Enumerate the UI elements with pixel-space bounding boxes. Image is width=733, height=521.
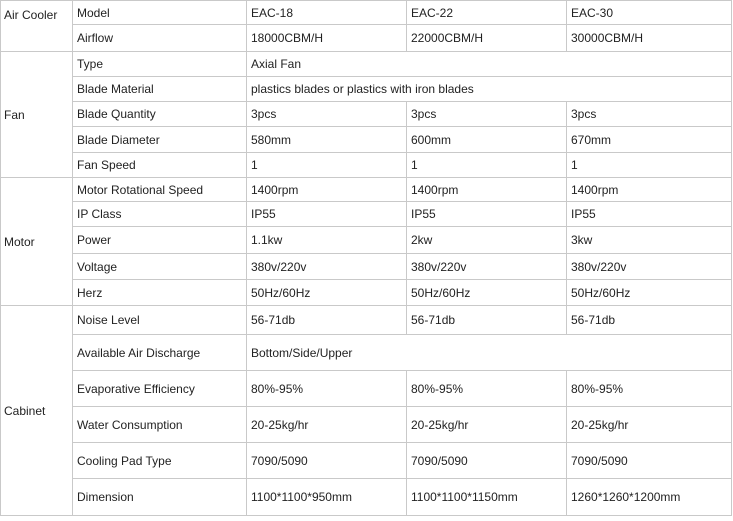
cell-water-consumption-eac22: 20-25kg/hr [407,407,567,443]
row-label-water-consumption: Water Consumption [73,407,247,443]
table-row [1,202,732,227]
cell-cooling-pad-eac22: 7090/5090 [407,443,567,479]
row-label-noise-level: Noise Level [73,306,247,335]
cell-noise-level-eac30: 56-71db [567,306,732,335]
cell-evap-efficiency-eac22: 80%-95% [407,371,567,407]
cell-model-eac22: EAC-22 [407,1,567,25]
group-fan: Fan [1,52,73,178]
cell-blade-material: plastics blades or plastics with iron blades [247,77,732,102]
cell-herz-eac18: 50Hz/60Hz [247,280,407,306]
cell-blade-quantity-eac18: 3pcs [247,102,407,127]
cell-type: Axial Fan [247,52,732,77]
row-label-cooling-pad: Cooling Pad Type [73,443,247,479]
row-label-motor-speed: Motor Rotational Speed [73,178,247,202]
cell-blade-quantity-eac30: 3pcs [567,102,732,127]
cell-fan-speed-eac18: 1 [247,153,407,178]
cell-evap-efficiency-eac30: 80%-95% [567,371,732,407]
cell-water-consumption-eac18: 20-25kg/hr [247,407,407,443]
row-label-blade-quantity: Blade Quantity [73,102,247,127]
cell-model-eac30: EAC-30 [567,1,732,25]
cell-power-eac22: 2kw [407,227,567,254]
cell-ip-class-eac18: IP55 [247,202,407,227]
cell-cooling-pad-eac18: 7090/5090 [247,443,407,479]
cell-fan-speed-eac22: 1 [407,153,567,178]
cell-ip-class-eac30: IP55 [567,202,732,227]
cell-blade-quantity-eac22: 3pcs [407,102,567,127]
group-motor: Motor [1,178,73,306]
table-row [1,52,732,77]
row-label-dimension: Dimension [73,479,247,516]
row-label-airflow: Airflow [73,25,247,52]
cell-blade-diameter-eac30: 670mm [567,127,732,153]
cell-power-eac30: 3kw [567,227,732,254]
table-row [1,335,732,371]
table-row [1,102,732,127]
cell-water-consumption-eac30: 20-25kg/hr [567,407,732,443]
group-cabinet: Cabinet [1,306,73,516]
table-row [1,254,732,280]
table-row [1,306,732,335]
cell-motor-speed-eac30: 1400rpm [567,178,732,202]
cell-airflow-eac30: 30000CBM/H [567,25,732,52]
cell-noise-level-eac22: 56-71db [407,306,567,335]
table-row [1,127,732,153]
row-label-blade-material: Blade Material [73,77,247,102]
cell-ip-class-eac22: IP55 [407,202,567,227]
row-label-air-discharge: Available Air Discharge [73,335,247,371]
table-row [1,479,732,516]
cell-blade-diameter-eac22: 600mm [407,127,567,153]
cell-airflow-eac22: 22000CBM/H [407,25,567,52]
row-label-herz: Herz [73,280,247,306]
table-row [1,371,732,407]
table-row [1,227,732,254]
row-label-evap-efficiency: Evaporative Efficiency [73,371,247,407]
cell-dimension-eac18: 1100*1100*950mm [247,479,407,516]
cell-herz-eac30: 50Hz/60Hz [567,280,732,306]
cell-noise-level-eac18: 56-71db [247,306,407,335]
cell-dimension-eac30: 1260*1260*1200mm [567,479,732,516]
cell-cooling-pad-eac30: 7090/5090 [567,443,732,479]
cell-airflow-eac18: 18000CBM/H [247,25,407,52]
cell-motor-speed-eac18: 1400rpm [247,178,407,202]
cell-dimension-eac22: 1100*1100*1150mm [407,479,567,516]
cell-voltage-eac18: 380v/220v [247,254,407,280]
table-row [1,407,732,443]
table-row [1,443,732,479]
cell-air-discharge: Bottom/Side/Upper [247,335,732,371]
table-row [1,25,732,52]
cell-voltage-eac22: 380v/220v [407,254,567,280]
row-label-ip-class: IP Class [73,202,247,227]
cell-fan-speed-eac30: 1 [567,153,732,178]
group-air-cooler: Air Cooler [1,1,73,52]
row-label-voltage: Voltage [73,254,247,280]
table-row [1,178,732,202]
table-row [1,1,732,25]
cell-blade-diameter-eac18: 580mm [247,127,407,153]
cell-voltage-eac30: 380v/220v [567,254,732,280]
row-label-model: Model [73,1,247,25]
cell-motor-speed-eac22: 1400rpm [407,178,567,202]
cell-evap-efficiency-eac18: 80%-95% [247,371,407,407]
cell-model-eac18: EAC-18 [247,1,407,25]
cell-herz-eac22: 50Hz/60Hz [407,280,567,306]
row-label-type: Type [73,52,247,77]
row-label-power: Power [73,227,247,254]
row-label-fan-speed: Fan Speed [73,153,247,178]
table-row [1,280,732,306]
table-row [1,153,732,178]
table-row [1,77,732,102]
row-label-blade-diameter: Blade Diameter [73,127,247,153]
cell-power-eac18: 1.1kw [247,227,407,254]
